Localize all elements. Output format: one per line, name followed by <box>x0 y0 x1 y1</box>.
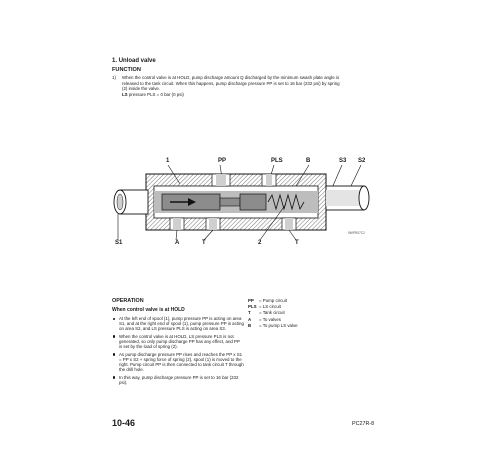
operation-heading: OPERATION <box>112 298 144 304</box>
operation-bullets <box>112 316 244 387</box>
function-line-2: released to the tank circuit. When this happens, pump discharge pressure PP is set to 16 bar (232 psi) by spring <box>122 80 340 86</box>
function-line-1: When the control valve is at HOLD, pump discharge amount Q discharged by the minimum swash plate angle is <box>122 75 340 80</box>
callout-pls: PLS <box>271 158 283 164</box>
model-number: PC27R-8 <box>352 421 375 427</box>
legend-item: A = To valves <box>248 316 282 322</box>
valve-end-left <box>114 190 148 214</box>
list-item: At the left end of spool (1), pump pressure PP is acting on area S1, and at the right end of spool (1), pump pressure PP is acting on area S2, and LS pressure PLS is acting on area S3. <box>112 316 244 332</box>
figure-code: 9WPR07C2 <box>348 231 365 235</box>
function-ls-pressure: pressure PLS = 0 bar (0 psi) <box>127 91 184 97</box>
callout-t-left: T <box>202 240 206 246</box>
callout-b: B <box>306 158 311 164</box>
circuit-legend <box>248 298 298 329</box>
section-number: 1. <box>112 58 118 64</box>
bullet-icon <box>113 318 115 320</box>
valve-port-a <box>170 218 184 230</box>
callout-pp: PP <box>218 158 227 164</box>
callout-s3: S3 <box>339 158 347 164</box>
section-title-text: Unload valve <box>118 58 156 64</box>
list-item: As pump discharge pressure PP rises and reaches the PP x S1 = PP x S2 + spring force of spring (2), spool (1) is moved to the right. Pump circuit PP is then connected to tank circuit T through the drill hole. <box>112 352 244 373</box>
function-line-4 <box>122 92 394 98</box>
callout-s2: S2 <box>358 158 366 164</box>
bullet-icon <box>113 353 115 355</box>
legend-item: PP = Pump circuit <box>248 298 287 303</box>
function-heading: FUNCTION <box>112 67 141 73</box>
pump-port-pp <box>212 174 230 186</box>
callout-a: A <box>175 240 180 246</box>
bullet-icon <box>113 376 115 378</box>
callout-spool-1: 1 <box>166 158 170 164</box>
legend-item: B = To pump LS valve <box>248 322 298 328</box>
function-line-3: (2) inside the valve. <box>122 86 161 92</box>
tank-port-left <box>206 218 220 230</box>
callout-s1: S1 <box>115 240 123 246</box>
ls-port-pls <box>262 174 276 186</box>
function-item-number: 1) <box>112 75 116 80</box>
callout-spring-2: 2 <box>258 240 262 246</box>
function-ls-label: LS <box>122 91 128 97</box>
unload-valve-diagram <box>110 164 380 242</box>
valve-plug-right <box>326 186 369 210</box>
legend-item: T = Tank circuit <box>248 310 285 316</box>
bullet-icon <box>113 335 115 337</box>
function-description <box>112 75 394 97</box>
legend-item: PLS = LS circuit <box>248 304 281 310</box>
callout-t-right: T <box>295 240 299 246</box>
list-item: In this way, pump discharge pressure PP is set to 16 bar (232 psi). <box>112 375 244 385</box>
list-item: When the control valve is at HOLD, LS pressure PLS is not generated, so only pump discharge PP has any effect, and PP is set by the load of spring (2). <box>112 334 244 350</box>
page-number: 10-46 <box>112 418 136 428</box>
operation-subheading: When control valve is at HOLD <box>112 307 185 313</box>
tank-port-right <box>282 218 296 230</box>
section-title <box>112 58 156 64</box>
